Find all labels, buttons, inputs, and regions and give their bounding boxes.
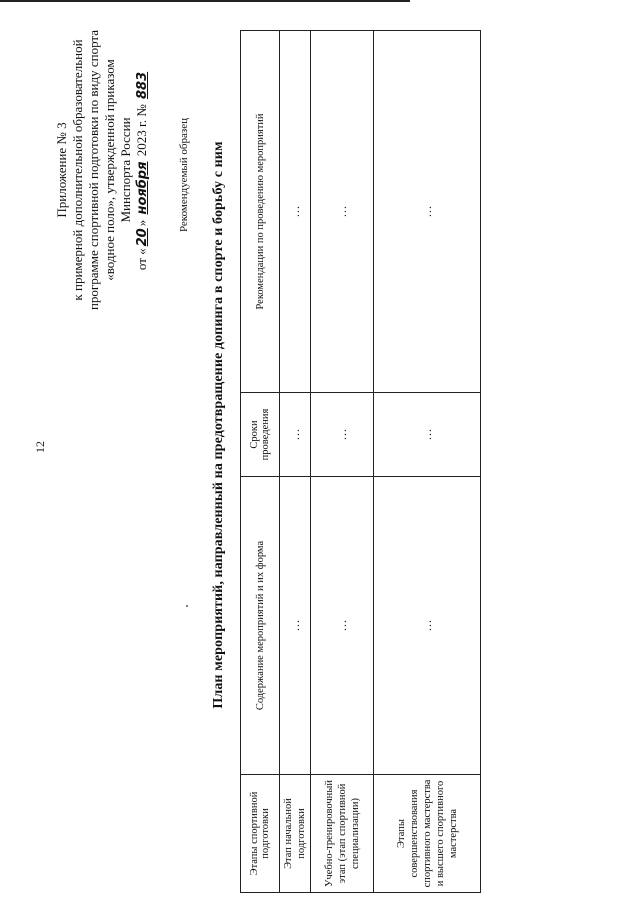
stage-cell: Этап начальной подготовки [280, 775, 311, 893]
order-number-handwritten: 883 [135, 71, 150, 99]
terms-cell: … [311, 393, 374, 477]
appendix-header [54, 5, 151, 335]
sample-note: Рекомендуемый образец [178, 117, 190, 233]
recommendations-cell: … [374, 31, 481, 393]
header-recommendations: Рекомендации по проведению мероприятий [241, 31, 280, 393]
header-content: Содержание мероприятий и их форма [241, 477, 280, 775]
order-month-handwritten: ноября [135, 161, 150, 215]
table-row [374, 31, 481, 893]
content-cell: … [311, 477, 374, 775]
plan-title: План мероприятий, направленный на предотвращение допинга в спорте и борьбу с ним [211, 141, 226, 709]
appendix-line-3: программе спортивной подготовки по виду спорта [86, 29, 101, 311]
terms-cell: … [280, 393, 311, 477]
recommendations-cell: … [311, 31, 374, 393]
table-row [280, 31, 311, 893]
table-header-row [241, 31, 280, 893]
appendix-line-1: Приложение № 3 [54, 122, 69, 218]
page-number: 12 [33, 441, 47, 453]
stage-cell: Этапы совершенствования спортивного мастерства и высшего спортивного мастерства [374, 775, 481, 893]
content-cell: … [374, 477, 481, 775]
header-terms: Сроки проведения [241, 393, 280, 477]
order-date-line [134, 5, 151, 335]
header-stage: Этапы спортивной подготовки [241, 775, 280, 893]
order-prefix: от « [134, 248, 149, 271]
appendix-line-2: к примерной дополнительной образовательной [70, 39, 85, 301]
appendix-line-5: Минспорта России [118, 117, 133, 223]
recommendations-cell: … [280, 31, 311, 393]
terms-cell: … [374, 393, 481, 477]
stage-cell: Учебно-тренировочный этап (этап спортивной специализации) [311, 775, 374, 893]
appendix-line-4: «водное поло», утвержденной приказом [102, 59, 117, 281]
anti-doping-plan-table [240, 30, 481, 893]
order-year: 2023 г. № [134, 101, 149, 160]
table-row [311, 31, 374, 893]
content-cell: … [280, 477, 311, 775]
order-day-handwritten: 20 [135, 228, 150, 247]
order-mid: » [134, 216, 149, 227]
